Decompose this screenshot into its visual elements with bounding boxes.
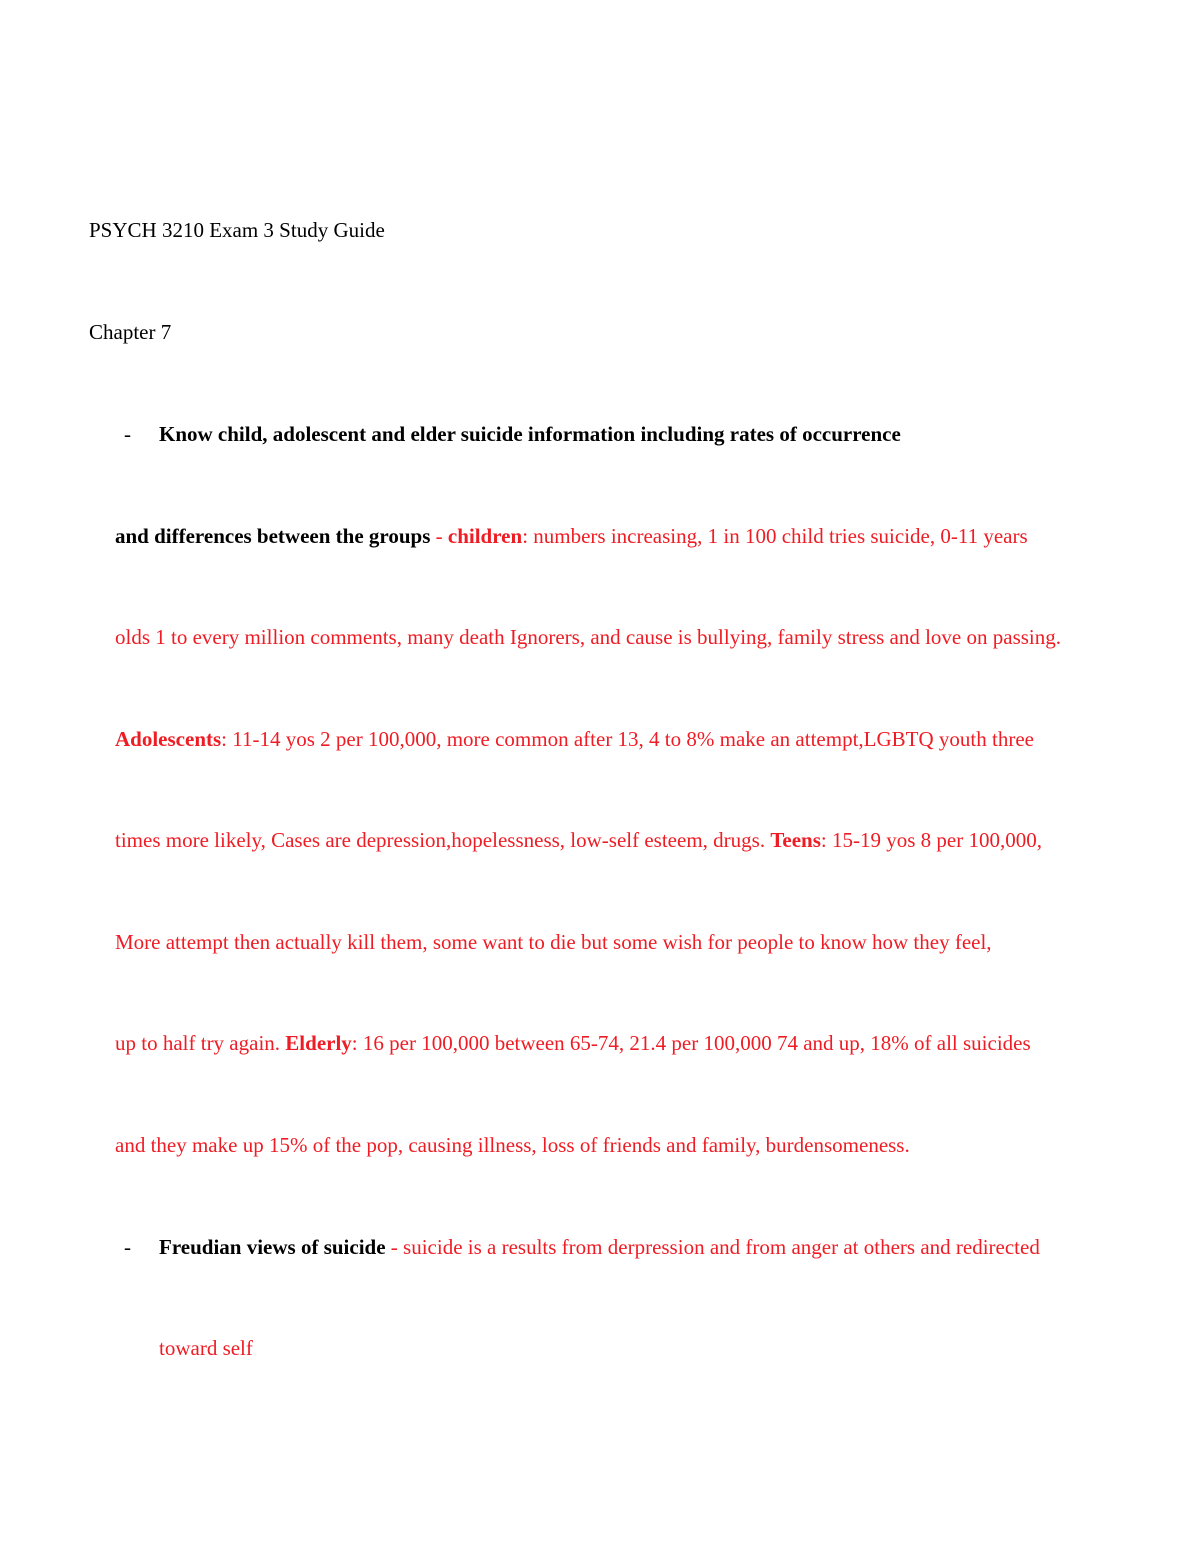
freudian-text: suicide is a results from derpression and from anger at others and redirected [403,1235,1040,1259]
chapter-heading: Chapter 7 [89,320,172,344]
teens-text-end: up to half try again. [115,1031,286,1055]
item-heading: Freudian views of suicide [159,1235,386,1259]
teens-text: : 15-19 yos 8 per 100,000, [820,828,1042,852]
teens-label: Teens [770,828,821,852]
separator: - [385,1235,404,1259]
adolescents-label: Adolescents [115,727,222,751]
item-line [115,1033,1031,1054]
item-heading: Know child, adolescent and elder suicide information including rates of occurrence [159,422,901,446]
teens-text-continued: More attempt then actually kill them, some want to die but some wish for people to know how they feel, [115,930,992,954]
elderly-text-continued: and they make up 15% of the pop, causing illness, loss of friends and family, burdensomeness. [115,1133,910,1157]
item-line [115,830,1042,851]
adolescents-text-continued: times more likely, Cases are depression,hopelessness, low-self esteem, drugs. [115,828,771,852]
item-line [159,1237,1040,1258]
children-text: : numbers increasing, 1 in 100 child tries suicide, 0-11 years [522,524,1028,548]
item-heading-continued: and differences between the groups [115,524,431,548]
children-text-continued: olds 1 to every million comments, many death Ignorers, and cause is bullying, family stress and love on passing. [115,625,1061,649]
elderly-text: : 16 per 100,000 between 65-74, 21.4 per 100,000 74 and up, 18% of all suicides [351,1031,1031,1055]
adolescents-text: : 11-14 yos 2 per 100,000, more common after 13, 4 to 8% make an attempt,LGBTQ youth three [221,727,1034,751]
bullet-dash: - [124,422,131,446]
freudian-text-continued: toward self [159,1336,253,1360]
page-title: PSYCH 3210 Exam 3 Study Guide [89,218,385,242]
elderly-label: Elderly [285,1031,352,1055]
item-line [115,729,1034,750]
item-line [115,526,1028,547]
bullet-dash: - [124,1235,131,1259]
separator: - [430,524,448,548]
children-label: children [447,524,523,548]
